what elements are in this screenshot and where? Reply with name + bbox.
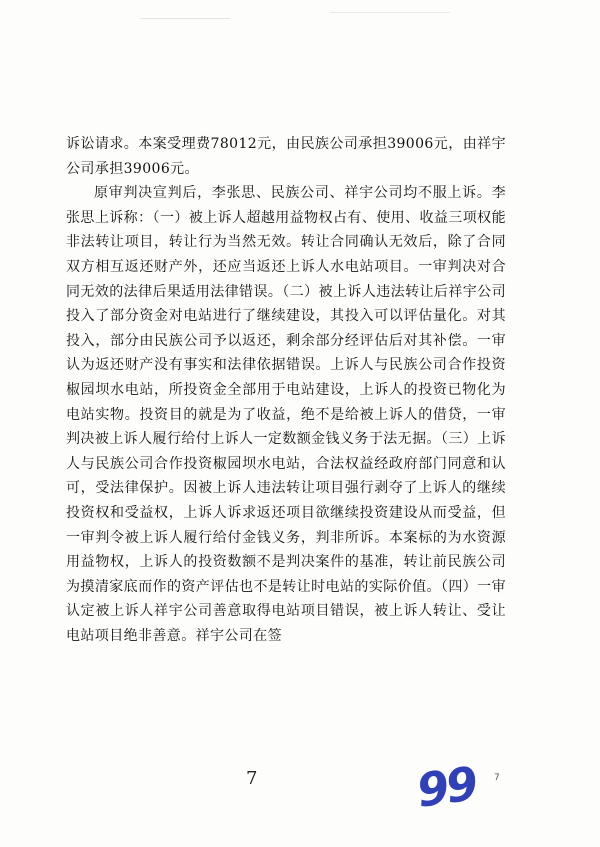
handwritten-page-number: 99 [413,756,479,818]
page-number: 7 [246,768,258,789]
paragraph-appeal: 原审判决宣判后，李张思、民族公司、祥宇公司均不服上诉。李张思上诉称：（一）被上诉人超越用益物权占有、使用、收益三项权能非法转让项目，转让行为当然无效。转让合同确认无效后，除了合同双方相互返还财产外，还应当返还上诉人水电站项目。一审判决对合同无效的法律后果适用法律错误。（二）被上诉人违法转让后祥宇公司投入了部分资金对电站进行了继续建设，其投入可以评估量化。对其投入，部分由民族公司予以返还，剩余部分经评估后对其补偿。一审认为返还财产没有事实和法律依据错误。上诉人与民族公司合作投资椒园坝水电站，所投资金全部用于电站建设，上诉人的投资已物化为电站实物。投资目的就是为了收益，绝不是给被上诉人的借贷，一审判决被上诉人履行给付上诉人一定数额金钱义务于法无据。（三）上诉人与民族公司合作投资椒园坝水电站，合法权益经政府部门同意和认可，受法律保护。因被上诉人违法转让项目强行剥夺了上诉人的继续投资权和受益权，上诉人诉求返还项目欲继续投资建设从而受益，但一审判令被上诉人履行给付金钱义务，判非所诉。本案标的为水资源用益物权，上诉人的投资数额不是判决案件的基准，转让前民族公司为摸清家底而作的资产评估也不是转让时电站的实际价值。（四）一审认定被上诉人祥宇公司善意取得电站项目错误，被上诉人转让、受让电站项目绝非善意。祥宇公司在签 [66,185,506,644]
corner-mark: 7 [494,773,500,783]
document-body [66,132,506,648]
scan-artifact-line [330,12,450,13]
paragraph-fee: 诉讼请求。本案受理费78012元，由民族公司承担39006元，由祥宇公司承担39006元。 [66,136,506,177]
scan-artifact-line [140,18,230,19]
